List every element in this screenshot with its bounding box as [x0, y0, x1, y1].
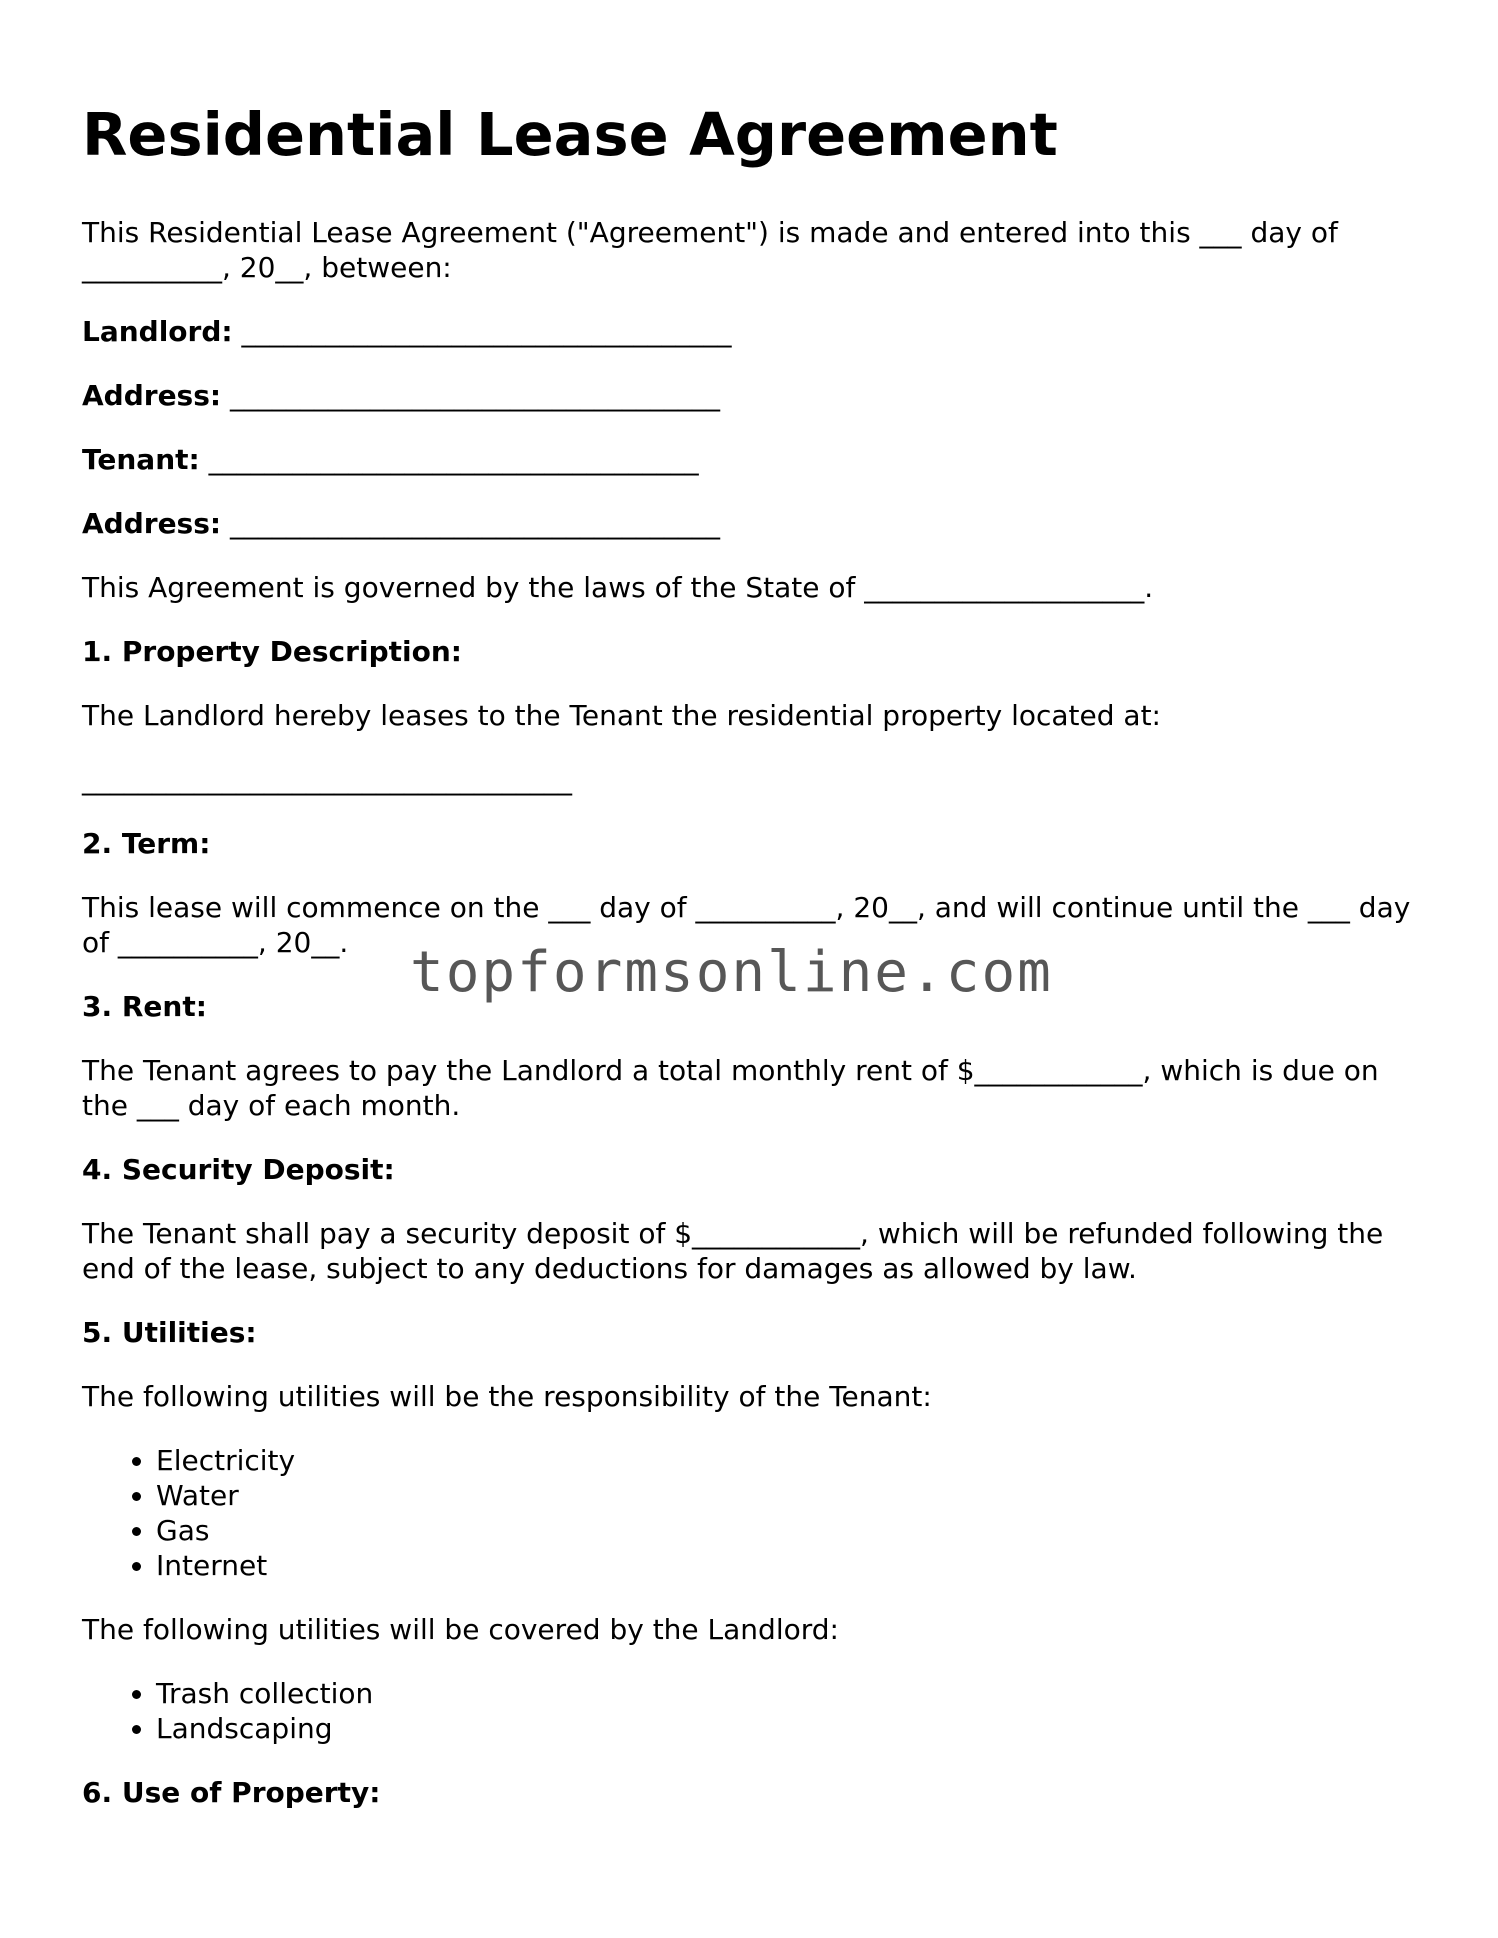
section-property-text: The Landlord hereby leases to the Tenant the residential property located at:: [82, 698, 1161, 732]
landlord-label: Landlord:: [82, 314, 233, 348]
tenant-address-blank: ___________________________________: [230, 506, 720, 540]
list-item: • Electricity: [156, 1443, 1412, 1478]
landlord-address-field: [82, 378, 1412, 413]
landlord-utilities-list: [82, 1676, 1412, 1746]
tenant-field: [82, 442, 1412, 477]
section-deposit-heading: 4. Security Deposit:: [82, 1152, 395, 1186]
section-deposit-text: The Tenant shall pay a security deposit of $____________, which will be refunded following the end of the lease, subject to any deductions for damages as allowed by law.: [82, 1216, 1384, 1285]
intro-paragraph: This Residential Lease Agreement ("Agreement") is made and entered into this ___ day of __________, 20__, between:: [82, 215, 1338, 284]
section-use-heading: 6. Use of Property:: [82, 1775, 381, 1809]
list-item: • Gas: [156, 1513, 1412, 1548]
list-item: • Internet: [156, 1548, 1412, 1583]
tenant-label: Tenant:: [82, 442, 200, 476]
section-term-text: This lease will commence on the ___ day of __________, 20__, and will continue until the ___ day of __________, 20__.: [82, 890, 1411, 959]
landlord-address-blank: ___________________________________: [230, 378, 720, 412]
landlord-blank: ___________________________________: [241, 314, 732, 348]
tenant-address-label: Address:: [82, 506, 222, 540]
landlord-utilities-intro: The following utilities will be covered by the Landlord:: [82, 1612, 839, 1646]
section-term-heading: 2. Term:: [82, 826, 211, 860]
property-address-blank: ___________________________________: [82, 762, 572, 796]
document-title: Residential Lease Agreement: [82, 100, 1058, 169]
section-utilities-heading: 5. Utilities:: [82, 1315, 257, 1349]
governing-law-paragraph: This Agreement is governed by the laws of the State of ____________________.: [82, 570, 1154, 604]
landlord-address-label: Address:: [82, 378, 222, 412]
landlord-field: [82, 314, 1412, 349]
tenant-address-field: [82, 506, 1412, 541]
tenant-utilities-intro: The following utilities will be the responsibility of the Tenant:: [82, 1379, 932, 1413]
section-rent-text: The Tenant agrees to pay the Landlord a total monthly rent of $____________, which is due on the ___ day of each month.: [82, 1053, 1379, 1122]
list-item: • Water: [156, 1478, 1412, 1513]
section-rent-heading: 3. Rent:: [82, 989, 207, 1023]
watermark-text: topformsonline.com: [410, 940, 1053, 1005]
section-property-heading: 1. Property Description:: [82, 634, 462, 668]
tenant-utilities-list: [82, 1443, 1412, 1583]
tenant-blank: ___________________________________: [208, 442, 699, 476]
list-item: • Trash collection: [156, 1676, 1412, 1711]
list-item: • Landscaping: [156, 1711, 1412, 1746]
